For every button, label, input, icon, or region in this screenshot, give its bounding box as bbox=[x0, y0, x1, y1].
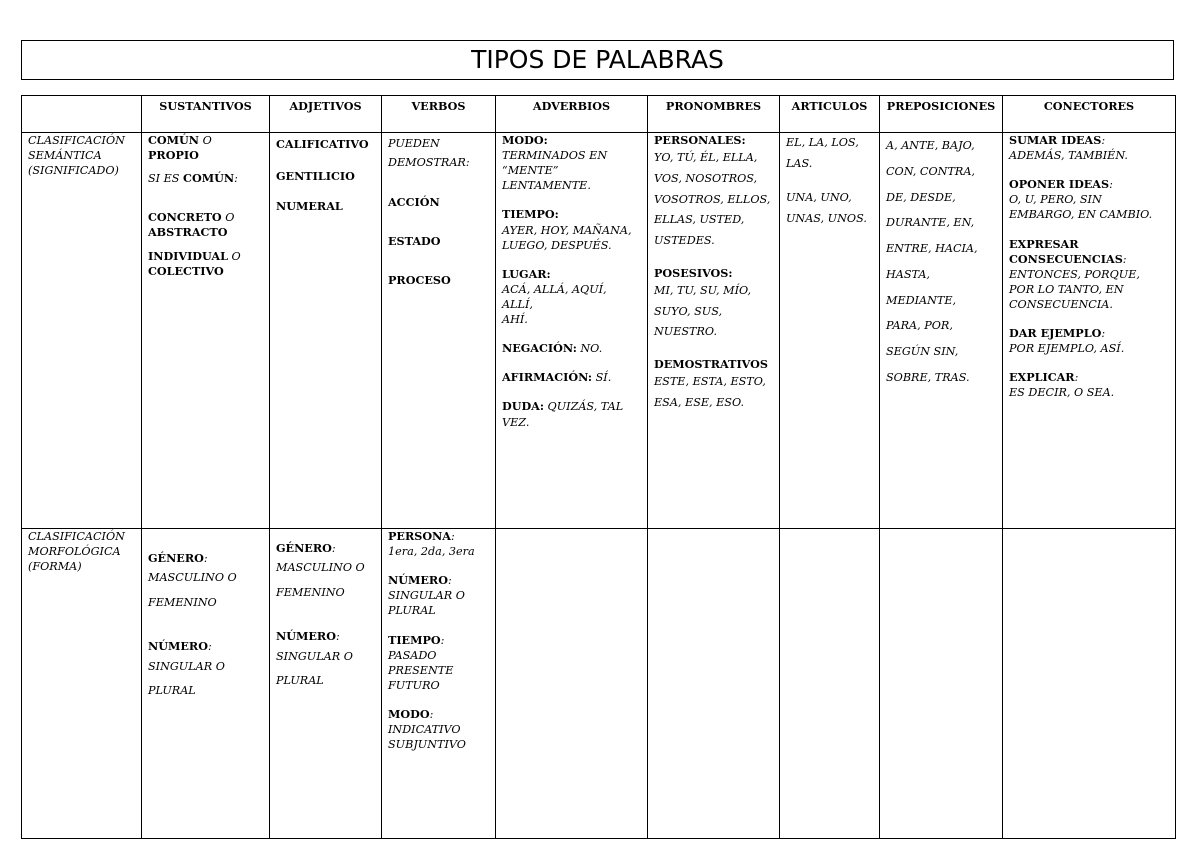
morph-adverbios-cell bbox=[496, 529, 648, 839]
header-pronombres: PRONOMBRES bbox=[648, 96, 780, 133]
header-sustantivos: SUSTANTIVOS bbox=[142, 96, 270, 133]
morph-pronombres-cell bbox=[648, 529, 780, 839]
header-row bbox=[22, 96, 1176, 133]
sem-pronombres-cell: PERSONALES: YO, TÚ, ÉL, ELLA, VOS, NOSOTROS, VOSOTROS, ELLOS, ELLAS, USTED, USTEDES. POSESIVOS: MI, TU, SU, MÍO, SUYO, SUS, NUESTRO. DEMOSTRATIVOS ESTE, ESTA, ESTO, ESA, ESE, ESO. bbox=[648, 133, 780, 529]
header-conectores: CONECTORES bbox=[1003, 96, 1176, 133]
sem-conectores-cell: SUMAR IDEAS: ADEMÁS, TAMBIÉN. OPONER IDEAS: O, U, PERO, SIN EMBARGO, EN CAMBIO. EXPRESAR CONSECUENCIAS: ENTONCES, PORQUE, POR LO TANTO, EN CONSECUENCIA. DAR EJEMPLO: POR EJEMPLO, ASÍ. EXPLICAR: ES DECIR, O SEA. bbox=[1003, 133, 1176, 529]
header-articulos: ARTICULOS bbox=[780, 96, 880, 133]
header-verbos: VERBOS bbox=[382, 96, 496, 133]
morph-preposiciones-cell bbox=[880, 529, 1003, 839]
header-adverbios: ADVERBIOS bbox=[496, 96, 648, 133]
morphological-row bbox=[22, 529, 1176, 839]
morph-articulos-cell bbox=[780, 529, 880, 839]
sem-articulos-cell: EL, LA, LOS, LAS. UNA, UNO, UNAS, UNOS. bbox=[780, 133, 880, 529]
morph-verbos-cell: PERSONA: 1era, 2da, 3era NÚMERO: SINGULAR O PLURAL TIEMPO: PASADO PRESENTE FUTURO MODO: INDICATIVO SUBJUNTIVO bbox=[382, 529, 496, 839]
header-adjetivos: ADJETIVOS bbox=[270, 96, 382, 133]
sem-verbos-cell: PUEDEN DEMOSTRAR: ACCIÓN ESTADO PROCESO bbox=[382, 133, 496, 529]
document-title: TIPOS DE PALABRAS bbox=[21, 40, 1174, 80]
semantic-row bbox=[22, 133, 1176, 529]
sem-adverbios-cell: MODO: TERMINADOS EN “MENTE” LENTAMENTE. TIEMPO: AYER, HOY, MAÑANA, LUEGO, DESPUÉS. LUGAR: ACÁ, ALLÁ, AQUÍ, ALLÍ, AHÍ. NEGACIÓN: NO. AFIRMACIÓN: SÍ. DUDA: QUIZÁS, TAL VEZ. bbox=[496, 133, 648, 529]
morph-sustantivos-cell: GÉNERO: MASCULINO O FEMENINO NÚMERO: SINGULAR O PLURAL bbox=[142, 529, 270, 839]
word-types-table bbox=[21, 95, 1176, 839]
sem-preposiciones-cell: A, ANTE, BAJO, CON, CONTRA, DE, DESDE, DURANTE, EN, ENTRE, HACIA, HASTA, MEDIANTE, PARA, POR, SEGÚN SIN, SOBRE, TRAS. bbox=[880, 133, 1003, 529]
semantic-row-label: CLASIFICACIÓN SEMÁNTICA (SIGNIFICADO) bbox=[22, 133, 142, 529]
morph-adjetivos-cell: GÉNERO: MASCULINO O FEMENINO NÚMERO: SINGULAR O PLURAL bbox=[270, 529, 382, 839]
header-preposiciones: PREPOSICIONES bbox=[880, 96, 1003, 133]
morph-conectores-cell bbox=[1003, 529, 1176, 839]
corner-cell bbox=[22, 96, 142, 133]
sem-adjetivos-cell: CALIFICATIVO GENTILICIO NUMERAL bbox=[270, 133, 382, 529]
sem-sustantivos-cell: COMÚN O PROPIO SI ES COMÚN: CONCRETO O ABSTRACTO INDIVIDUAL O COLECTIVO bbox=[142, 133, 270, 529]
morph-row-label: CLASIFICACIÓN MORFOLÓGICA (FORMA) bbox=[22, 529, 142, 839]
